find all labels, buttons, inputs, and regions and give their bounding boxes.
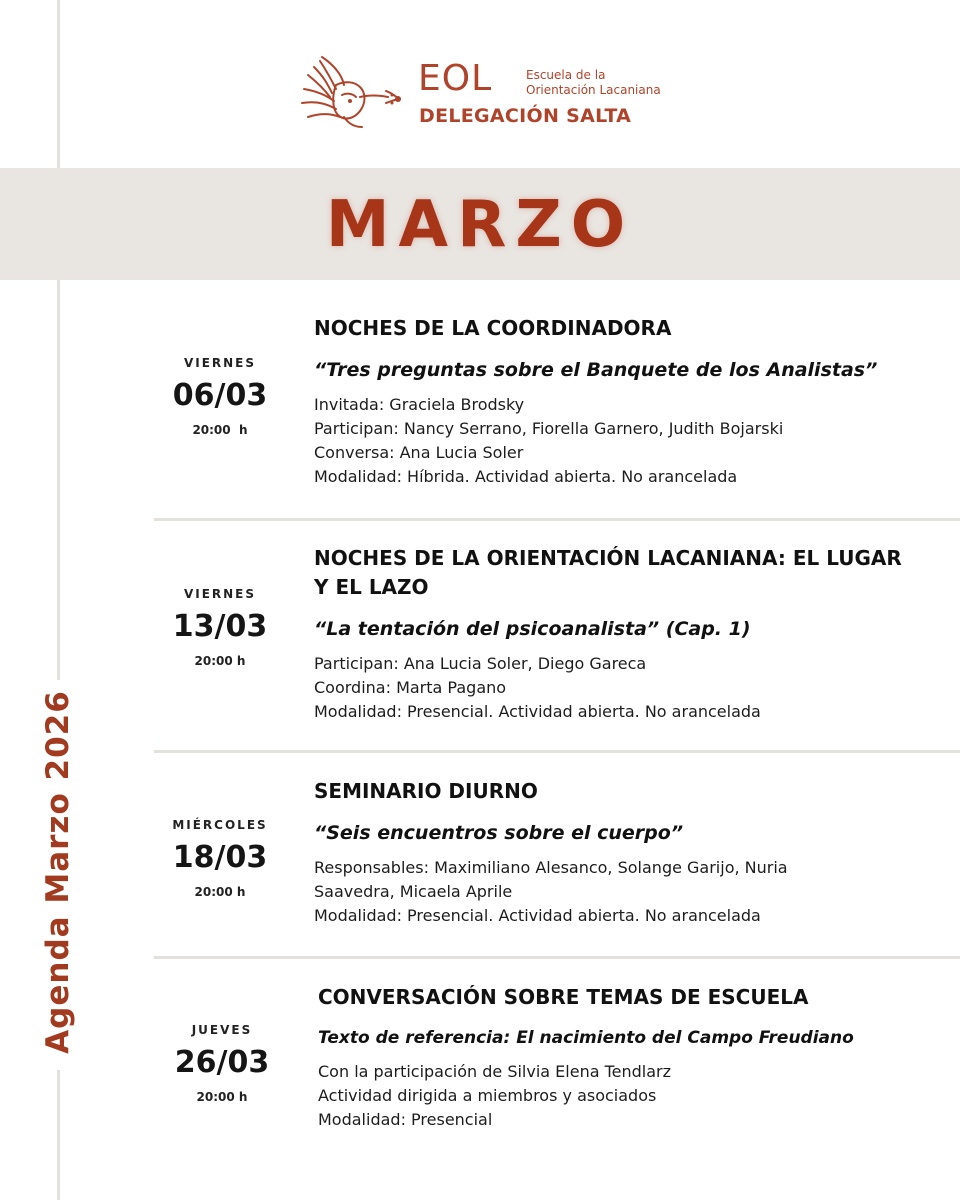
- event-detail-line: Invitada: Graciela Brodsky: [314, 395, 525, 414]
- event-content: [314, 544, 904, 724]
- event-details: [314, 652, 904, 724]
- event-detail-line: Responsables: Maximiliano Alesanco, Solange Garijo, Nuria: [314, 858, 788, 877]
- event-details: [314, 393, 904, 489]
- event-detail-line: Coordina: Marta Pagano: [314, 678, 507, 697]
- event-weekday: MIÉRCOLES: [172, 818, 268, 832]
- event-date-block: [152, 1023, 292, 1104]
- org-short-name: EOL: [418, 58, 493, 99]
- event-subtitle: Texto de referencia: El nacimiento del Campo Freudiano: [318, 1028, 854, 1048]
- event-detail-line: Actividad dirigida a miembros y asociados: [318, 1086, 657, 1105]
- angel-logo-icon: [298, 55, 408, 131]
- event-divider: [154, 750, 960, 753]
- left-rule: [57, 1070, 60, 1200]
- event-subtitle: “Tres preguntas sobre el Banquete de los Analistas”: [314, 359, 878, 381]
- event-time: 20:00 h: [192, 423, 248, 437]
- event-title: NOCHES DE LA COORDINADORA: [314, 316, 672, 340]
- event-date: 13/03: [172, 609, 268, 644]
- event-time: 20:00 h: [194, 885, 246, 899]
- event-content: [318, 983, 918, 1132]
- event-detail-line: Modalidad: Presencial. Actividad abierta. No arancelada: [314, 906, 761, 925]
- event-time: 20:00 h: [194, 654, 246, 668]
- event-subtitle: “La tentación del psicoanalista” (Cap. 1): [314, 618, 751, 640]
- event-content: [314, 777, 904, 928]
- event-detail-line: Conversa: Ana Lucia Soler: [314, 443, 524, 462]
- event-date-block: [150, 356, 290, 437]
- event-date: 06/03: [172, 378, 268, 413]
- event-title: NOCHES DE LA ORIENTACIÓN LACANIANA: EL LUGAR Y EL LAZO: [314, 546, 902, 599]
- event-detail-line: Participan: Nancy Serrano, Fiorella Garnero, Judith Bojarski: [314, 419, 784, 438]
- event-content: [314, 314, 904, 489]
- side-title: Agenda Marzo 2026: [40, 690, 76, 1054]
- event-divider: [154, 956, 960, 959]
- event-weekday: VIERNES: [183, 356, 257, 370]
- event-weekday: JUEVES: [191, 1023, 253, 1037]
- org-full-name: [526, 68, 661, 98]
- event-detail-line: Con la participación de Silvia Elena Tendlarz: [318, 1062, 672, 1081]
- delegation-name: DELEGACIÓN SALTA: [419, 105, 632, 127]
- event-date: 26/03: [174, 1045, 270, 1080]
- event-date-block: [150, 818, 290, 899]
- event-detail-line: Modalidad: Híbrida. Actividad abierta. No arancelada: [314, 467, 738, 486]
- event-time: 20:00 h: [196, 1090, 248, 1104]
- event-details: [318, 1060, 918, 1132]
- left-rule: [57, 280, 60, 680]
- org-name-line: Escuela de la: [526, 68, 606, 82]
- event-title: CONVERSACIÓN SOBRE TEMAS DE ESCUELA: [318, 985, 809, 1009]
- event-date-block: [150, 587, 290, 668]
- event-date: 18/03: [172, 840, 268, 875]
- event-detail-line: Modalidad: Presencial: [318, 1110, 493, 1129]
- org-name-line: Orientación Lacaniana: [526, 83, 661, 97]
- month-title: MARZO: [325, 188, 635, 262]
- event-detail-line: Saavedra, Micaela Aprile: [314, 882, 513, 901]
- event-detail-line: Modalidad: Presencial. Actividad abierta. No arancelada: [314, 702, 761, 721]
- event-weekday: VIERNES: [183, 587, 257, 601]
- event-divider: [154, 518, 960, 521]
- event-detail-line: Participan: Ana Lucia Soler, Diego Gareca: [314, 654, 647, 673]
- event-title: SEMINARIO DIURNO: [314, 779, 538, 803]
- event-subtitle: “Seis encuentros sobre el cuerpo”: [314, 822, 684, 844]
- event-details: [314, 856, 904, 928]
- left-rule: [57, 0, 60, 168]
